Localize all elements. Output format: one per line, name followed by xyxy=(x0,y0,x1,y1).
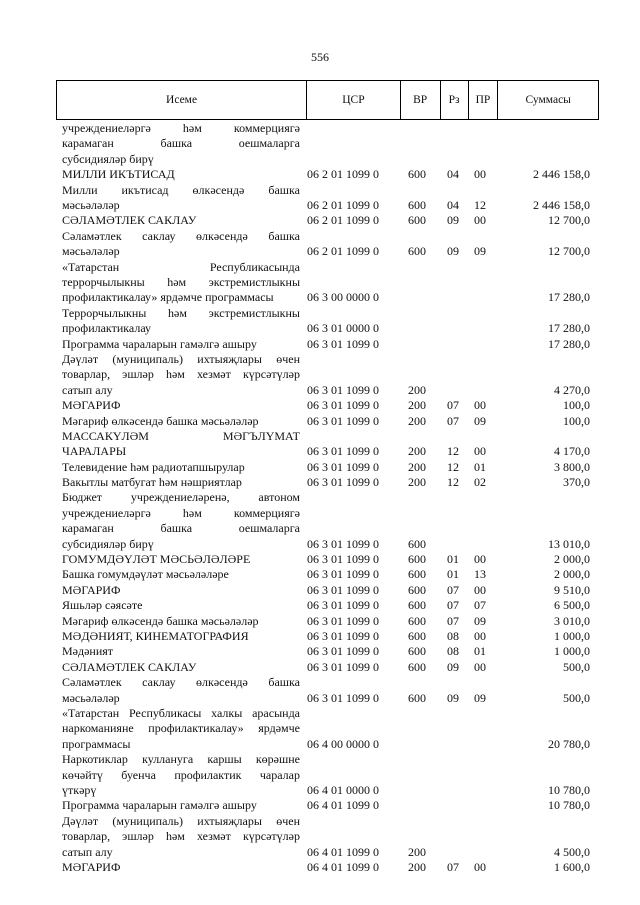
row-vr: 600 xyxy=(408,567,426,582)
row-sum: 6 500,0 xyxy=(554,598,590,613)
row-csr: 06 3 01 1099 0 xyxy=(307,690,379,705)
row-name-line: «Татарстан Республикасы халкы арасында xyxy=(62,706,300,720)
row-csr: 06 3 01 1099 0 xyxy=(307,613,379,628)
row-pr: 09 xyxy=(474,690,486,705)
table-row xyxy=(0,167,640,182)
row-name-line: Мәгариф өлкәсендә башка мәсьәләләр xyxy=(62,613,259,628)
row-name-line: товарлар, эшләр һәм хезмәт күрсәтүләр xyxy=(62,829,300,844)
row-csr: 06 3 01 1099 0 xyxy=(307,398,379,413)
row-name-line: Башка гомумдәүләт мәсьәләләре xyxy=(62,567,229,582)
row-vr: 200 xyxy=(408,413,426,428)
row-csr: 06 2 01 1099 0 xyxy=(307,167,379,182)
table-row xyxy=(0,644,640,659)
table-row xyxy=(0,213,640,228)
table-row xyxy=(0,398,640,413)
row-name-line: товарлар, эшләр һәм хезмәт күрсәтүләр xyxy=(62,367,300,382)
page-number: 556 xyxy=(311,50,329,64)
row-name-line: программасы xyxy=(62,736,131,751)
row-vr: 200 xyxy=(408,475,426,490)
header-name: Исеме xyxy=(57,81,307,119)
row-sum: 10 780,0 xyxy=(548,798,590,813)
row-sum: 2 000,0 xyxy=(554,567,590,582)
header-vr: ВР xyxy=(401,81,441,119)
table-row xyxy=(0,798,640,813)
row-csr: 06 3 01 1099 0 xyxy=(307,567,379,582)
row-name-line: көчәйтү буенча профилактик чаралар xyxy=(62,767,300,782)
row-sum: 17 280,0 xyxy=(548,336,590,351)
row-vr: 200 xyxy=(408,444,426,459)
row-name-line: профилактикалау xyxy=(62,321,152,336)
table-row xyxy=(0,183,640,214)
row-sum: 3 010,0 xyxy=(554,613,590,628)
row-name-line: МӘГАРИФ xyxy=(62,398,121,413)
table-row xyxy=(0,121,640,167)
row-name-line: Дәүләт (муниципаль) ихтыяҗлары өчен xyxy=(62,351,300,366)
table-row xyxy=(0,860,640,875)
row-sum: 17 280,0 xyxy=(548,321,590,336)
row-name-line: карамаган башка оешмаларга xyxy=(62,136,300,151)
row-vr: 600 xyxy=(408,598,426,613)
table-row xyxy=(0,706,640,752)
row-sum: 1 600,0 xyxy=(554,859,590,874)
row-pr: 07 xyxy=(474,598,486,613)
table-body xyxy=(0,121,640,875)
row-pr: 09 xyxy=(474,613,486,628)
row-csr: 06 3 01 1099 0 xyxy=(307,629,379,644)
row-csr: 06 3 01 1099 0 xyxy=(307,582,379,597)
row-pr: 00 xyxy=(474,213,486,228)
row-pr: 00 xyxy=(474,629,486,644)
table-row xyxy=(0,552,640,567)
row-name-line: мәсьәләләр xyxy=(62,690,120,705)
table-row xyxy=(0,306,640,337)
row-vr: 600 xyxy=(408,629,426,644)
row-vr: 600 xyxy=(408,552,426,567)
table-row xyxy=(0,337,640,352)
row-rz: 09 xyxy=(447,244,459,259)
table-row xyxy=(0,629,640,644)
row-sum: 1 000,0 xyxy=(554,629,590,644)
row-vr: 200 xyxy=(408,844,426,859)
row-name-line: Яшьләр сәясәте xyxy=(62,598,143,613)
table-row xyxy=(0,352,640,398)
row-name-line: Программа чараларын гамәлгә ашыру xyxy=(62,336,257,351)
row-pr: 13 xyxy=(474,567,486,582)
row-csr: 06 3 01 0000 0 xyxy=(307,321,379,336)
row-name-line: Сәламәтлек саклау өлкәсендә башка xyxy=(62,228,300,243)
row-pr: 00 xyxy=(474,659,486,674)
table-row xyxy=(0,675,640,706)
row-sum: 2 000,0 xyxy=(554,552,590,567)
row-sum: 9 510,0 xyxy=(554,582,590,597)
row-vr: 200 xyxy=(408,382,426,397)
row-name-line: Террорчылыкны һәм экстремистлыкны xyxy=(62,305,300,320)
row-rz: 07 xyxy=(447,398,459,413)
row-rz: 12 xyxy=(447,459,459,474)
row-sum: 2 446 158,0 xyxy=(533,197,590,212)
row-vr: 600 xyxy=(408,213,426,228)
row-vr: 600 xyxy=(408,197,426,212)
row-pr: 12 xyxy=(474,197,486,212)
row-name-line: «Татарстан Республикасында xyxy=(62,259,300,274)
table-row xyxy=(0,814,640,860)
row-vr: 600 xyxy=(408,644,426,659)
row-name-line: Сәламәтлек саклау өлкәсендә башка xyxy=(62,675,300,690)
table-row xyxy=(0,598,640,613)
row-name-line: Телевидение һәм радиотапшырулар xyxy=(62,459,245,474)
row-rz: 08 xyxy=(447,644,459,659)
table-row xyxy=(0,475,640,490)
row-csr: 06 2 01 1099 0 xyxy=(307,213,379,228)
table-row xyxy=(0,229,640,260)
row-pr: 09 xyxy=(474,244,486,259)
header-pr: ПР xyxy=(469,81,499,119)
row-name-line: карамаган башка оешмаларга xyxy=(62,521,300,536)
row-name-line: Вакытлы матбугат һәм нәшриятлар xyxy=(62,475,242,490)
row-pr: 00 xyxy=(474,398,486,413)
row-rz: 07 xyxy=(447,613,459,628)
row-csr: 06 2 01 1099 0 xyxy=(307,197,379,212)
row-rz: 09 xyxy=(447,659,459,674)
table-row xyxy=(0,567,640,582)
row-rz: 08 xyxy=(447,629,459,644)
row-rz: 07 xyxy=(447,859,459,874)
row-name-line: террорчылыкны һәм экстремистлыкны xyxy=(62,274,300,289)
table-row xyxy=(0,614,640,629)
row-vr: 200 xyxy=(408,398,426,413)
row-pr: 01 xyxy=(474,459,486,474)
row-rz: 07 xyxy=(447,598,459,613)
row-pr: 00 xyxy=(474,552,486,567)
row-sum: 500,0 xyxy=(563,690,590,705)
row-csr: 06 3 01 1099 0 xyxy=(307,382,379,397)
row-name-line: сатып алу xyxy=(62,844,113,859)
row-sum: 100,0 xyxy=(563,413,590,428)
row-vr: 600 xyxy=(408,582,426,597)
row-name-line: субсидияләр бирү xyxy=(62,536,154,551)
row-vr: 600 xyxy=(408,536,426,551)
row-name-line: мәсьәләләр xyxy=(62,197,120,212)
row-sum: 10 780,0 xyxy=(548,782,590,797)
row-rz: 09 xyxy=(447,213,459,228)
row-name-line: Дәүләт (муниципаль) ихтыяҗлары өчен xyxy=(62,813,300,828)
row-vr: 600 xyxy=(408,613,426,628)
table-row xyxy=(0,583,640,598)
row-sum: 2 446 158,0 xyxy=(533,167,590,182)
row-csr: 06 3 01 1099 0 xyxy=(307,659,379,674)
row-csr: 06 4 01 1099 0 xyxy=(307,798,379,813)
row-pr: 02 xyxy=(474,475,486,490)
row-name-line: СӘЛАМӘТЛЕК САКЛАУ xyxy=(62,213,197,228)
row-name-line: ЧАРАЛАРЫ xyxy=(62,444,127,459)
table-row xyxy=(0,260,640,306)
row-pr: 00 xyxy=(474,582,486,597)
row-name-line: СӘЛАМӘТЛЕК САКЛАУ xyxy=(62,659,197,674)
row-csr: 06 3 01 1099 0 xyxy=(307,459,379,474)
row-vr: 600 xyxy=(408,659,426,674)
row-sum: 4 270,0 xyxy=(554,382,590,397)
table-row xyxy=(0,752,640,798)
row-sum: 4 500,0 xyxy=(554,844,590,859)
row-name-line: мәсьәләләр xyxy=(62,244,120,259)
row-sum: 17 280,0 xyxy=(548,290,590,305)
row-csr: 06 4 00 0000 0 xyxy=(307,736,379,751)
header-csr: ЦСР xyxy=(307,81,401,119)
row-name-line: МИЛЛИ ИКЪТИСАД xyxy=(62,167,175,182)
table-header xyxy=(56,80,599,120)
row-rz: 09 xyxy=(447,690,459,705)
table-row xyxy=(0,660,640,675)
row-csr: 06 4 01 0000 0 xyxy=(307,782,379,797)
row-name-line: Программа чараларын гамәлгә ашыру xyxy=(62,798,257,813)
row-name-line: ГОМУМДӘҮЛӘТ МӘСЬӘЛӘЛӘРЕ xyxy=(62,552,251,567)
row-csr: 06 3 01 1099 0 xyxy=(307,475,379,490)
row-sum: 12 700,0 xyxy=(548,244,590,259)
row-sum: 500,0 xyxy=(563,659,590,674)
row-pr: 01 xyxy=(474,644,486,659)
table-row xyxy=(0,414,640,429)
row-csr: 06 4 01 1099 0 xyxy=(307,859,379,874)
row-sum: 370,0 xyxy=(563,475,590,490)
row-rz: 07 xyxy=(447,582,459,597)
row-csr: 06 3 01 1099 0 xyxy=(307,552,379,567)
row-sum: 1 000,0 xyxy=(554,644,590,659)
row-name-line: МӘДӘНИЯТ, КИНЕМАТОГРАФИЯ xyxy=(62,629,249,644)
row-pr: 00 xyxy=(474,859,486,874)
row-name-line: МӘГАРИФ xyxy=(62,582,121,597)
row-vr: 600 xyxy=(408,690,426,705)
row-name-line: наркоманияне профилактикалау» ярдәмче xyxy=(62,721,300,736)
row-rz: 12 xyxy=(447,475,459,490)
row-sum: 100,0 xyxy=(563,398,590,413)
row-name-line: Наркотиклар куллануга каршы көрәшне xyxy=(62,752,300,767)
row-csr: 06 2 01 1099 0 xyxy=(307,244,379,259)
row-csr: 06 3 01 1099 0 xyxy=(307,336,379,351)
row-name-line: учреждениеләргә һәм коммерциягә xyxy=(62,121,300,135)
table-row xyxy=(0,429,640,460)
row-rz: 12 xyxy=(447,444,459,459)
row-rz: 04 xyxy=(447,197,459,212)
row-sum: 13 010,0 xyxy=(548,536,590,551)
header-sum: Суммасы xyxy=(525,94,571,106)
row-csr: 06 4 01 1099 0 xyxy=(307,844,379,859)
row-vr: 600 xyxy=(408,167,426,182)
row-csr: 06 3 01 1099 0 xyxy=(307,536,379,551)
table-row xyxy=(0,460,640,475)
row-name-line: Бюджет учреждениеләренә, автоном xyxy=(62,490,300,505)
header-rz: Рз xyxy=(441,81,469,119)
row-name-line: МӘГАРИФ xyxy=(62,859,121,874)
row-pr: 09 xyxy=(474,413,486,428)
row-sum: 12 700,0 xyxy=(548,213,590,228)
row-name-line: үткәрү xyxy=(62,782,97,797)
row-name-line: субсидияләр бирү xyxy=(62,151,154,166)
row-csr: 06 3 01 1099 0 xyxy=(307,598,379,613)
row-csr: 06 3 00 0000 0 xyxy=(307,290,379,305)
row-vr: 200 xyxy=(408,859,426,874)
row-name-line: Мәдәният xyxy=(62,644,114,659)
row-sum: 20 780,0 xyxy=(548,736,590,751)
row-name-line: Мәгариф өлкәсендә башка мәсьәләләр xyxy=(62,413,259,428)
row-rz: 04 xyxy=(447,167,459,182)
row-sum: 3 800,0 xyxy=(554,459,590,474)
row-sum: 4 170,0 xyxy=(554,444,590,459)
row-csr: 06 3 01 1099 0 xyxy=(307,644,379,659)
row-name-line: профилактикалау» ярдәмче программасы xyxy=(62,290,274,305)
table-row xyxy=(0,490,640,552)
row-name-line: учреждениеләргә һәм коммерциягә xyxy=(62,505,300,520)
row-pr: 00 xyxy=(474,444,486,459)
row-vr: 200 xyxy=(408,459,426,474)
row-csr: 06 3 01 1099 0 xyxy=(307,413,379,428)
row-vr: 600 xyxy=(408,244,426,259)
row-name-line: Милли икътисад өлкәсендә башка xyxy=(62,182,300,197)
row-rz: 07 xyxy=(447,413,459,428)
row-rz: 01 xyxy=(447,552,459,567)
row-rz: 01 xyxy=(447,567,459,582)
row-pr: 00 xyxy=(474,167,486,182)
row-name-line: МАССАКҮЛӘМ МӘГЪЛҮМАТ xyxy=(62,428,300,443)
row-name-line: сатып алу xyxy=(62,382,113,397)
row-csr: 06 3 01 1099 0 xyxy=(307,444,379,459)
